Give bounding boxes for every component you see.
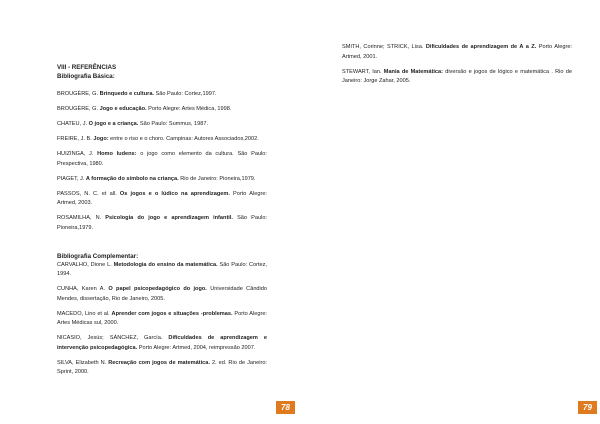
- reference-title: O papel psicopedagógico do jogo.: [108, 286, 207, 292]
- reference-publication: 2. ed. Rio de Janeiro: Sprint, 2000.: [57, 359, 267, 375]
- reference-entry: [57, 120, 267, 130]
- reference-author: NICASIO, Jesús; SÁNCHEZ, García.: [57, 335, 169, 341]
- reference-entry: [57, 190, 267, 209]
- basic-references-list: [57, 90, 267, 233]
- reference-author: CARVALHO, Dione L.: [57, 261, 114, 268]
- reference-title: Metodologia do ensino da matemática.: [113, 261, 218, 268]
- reference-author: BROUGÈRE, G.: [57, 91, 100, 97]
- reference-publication: Porto Alegre: Artes Médica, 1998.: [146, 106, 232, 112]
- reference-author: ROSAMILHA, N.: [57, 215, 106, 221]
- reference-publication: São Paulo: Summus, 1987.: [138, 121, 209, 127]
- page-number-right: 79: [578, 401, 597, 414]
- reference-entry: [342, 43, 572, 62]
- reference-author: STEWART, Ian.: [342, 68, 384, 75]
- reference-title: Dificuldades de aprendizagem de A a Z.: [425, 44, 537, 50]
- reference-title: O jogo e a criança.: [88, 121, 139, 127]
- complementary-bibliography-heading: Bibliografia Complementar:: [57, 252, 139, 260]
- reference-author: CHATEU, J.: [57, 121, 89, 127]
- reference-publication: diversão e jogos de lógico e matemática . Rio de Janeiro: Jorge Zahar, 2005.: [342, 68, 572, 84]
- reference-author: SMITH, Corinne; STRICK, Lisa.: [342, 44, 426, 50]
- reference-title: Mania de Matemática:: [383, 68, 443, 75]
- reference-author: SILVA, Elizabeth N.: [57, 359, 109, 366]
- complementary-references-list: [57, 261, 267, 378]
- reference-publication: o jogo como elemento da cultura. São Paulo: Prespectiva, 1980.: [57, 151, 267, 167]
- reference-title: Aprender com jogos e situações -problemas.: [111, 310, 233, 317]
- reference-publication: Porto Alegre: Artmed, 2001.: [342, 44, 572, 60]
- right-references-list: [342, 43, 572, 87]
- reference-publication: Porto Alegre: Artes Médicas sul, 2000.: [57, 310, 267, 326]
- reference-title: Dificuldades de aprendizagem e intervenção psicopedagógica.: [57, 335, 267, 351]
- reference-publication: Porto Alegre: Artmed, 2003.: [57, 190, 267, 206]
- reference-publication: Porto Alegre: Artmed, 2004, reimpressão 2007.: [137, 344, 256, 351]
- reference-title: Recreação com jogos de matemática.: [108, 359, 210, 366]
- reference-entry: [57, 105, 267, 115]
- section-title: VIII - REFERÊNCIAS: [57, 64, 117, 71]
- reference-publication: São Paulo: Pioneira,1979.: [57, 215, 267, 231]
- reference-title: Jogo:: [93, 136, 109, 142]
- reference-publication: São Paulo: Cortez, 1994.: [57, 261, 267, 277]
- reference-entry: [57, 135, 267, 145]
- reference-entry: [57, 310, 267, 329]
- reference-title: Brinquedo e cultura.: [99, 91, 154, 97]
- reference-title: Os jogos e o lúdico na aprendizagem.: [119, 190, 230, 197]
- reference-author: FREIRE, J. B.: [57, 136, 94, 142]
- reference-publication: entre o riso e o choro. Campinas: Autores Associados,2002.: [108, 136, 259, 142]
- reference-publication: São Paulo: Cortez,1997.: [153, 91, 217, 97]
- reference-entry: [57, 359, 267, 378]
- right-column: [342, 43, 572, 92]
- reference-publication: Rio de Janeiro: Pioneira,1979.: [178, 175, 256, 182]
- reference-author: PIAGET, J.: [57, 175, 86, 182]
- right-page: [300, 0, 600, 424]
- reference-author: HUIZINGA, J.: [57, 151, 98, 157]
- reference-entry: [57, 261, 267, 280]
- reference-entry: [57, 175, 267, 185]
- reference-author: BROUGÈRE, G.: [57, 106, 100, 112]
- basic-bibliography-heading: Bibliografia Básica:: [57, 73, 115, 80]
- reference-publication: Universidade Cândido Mendes, dissertação, Rio de Janeiro, 2005.: [57, 286, 268, 302]
- reference-author: PASSOS, N. C. et all.: [57, 190, 120, 197]
- reference-title: Jogo e educação.: [99, 106, 147, 112]
- reference-entry: [57, 334, 267, 353]
- left-column: [57, 63, 267, 383]
- reference-title: Homo ludens:: [97, 151, 137, 157]
- reference-author: MACEDO, Lino et al.: [57, 310, 112, 317]
- reference-author: CUNHA, Karen A.: [57, 286, 109, 292]
- reference-title: A formação do símbolo na criança.: [85, 175, 179, 182]
- page-number-left: 78: [276, 401, 295, 414]
- reference-entry: [57, 285, 267, 304]
- reference-entry: [57, 150, 267, 169]
- reference-entry: [342, 68, 572, 87]
- reference-entry: [57, 90, 267, 100]
- reference-title: Psicologia do jogo e aprendizagem infantil.: [105, 215, 233, 221]
- reference-entry: [57, 214, 267, 233]
